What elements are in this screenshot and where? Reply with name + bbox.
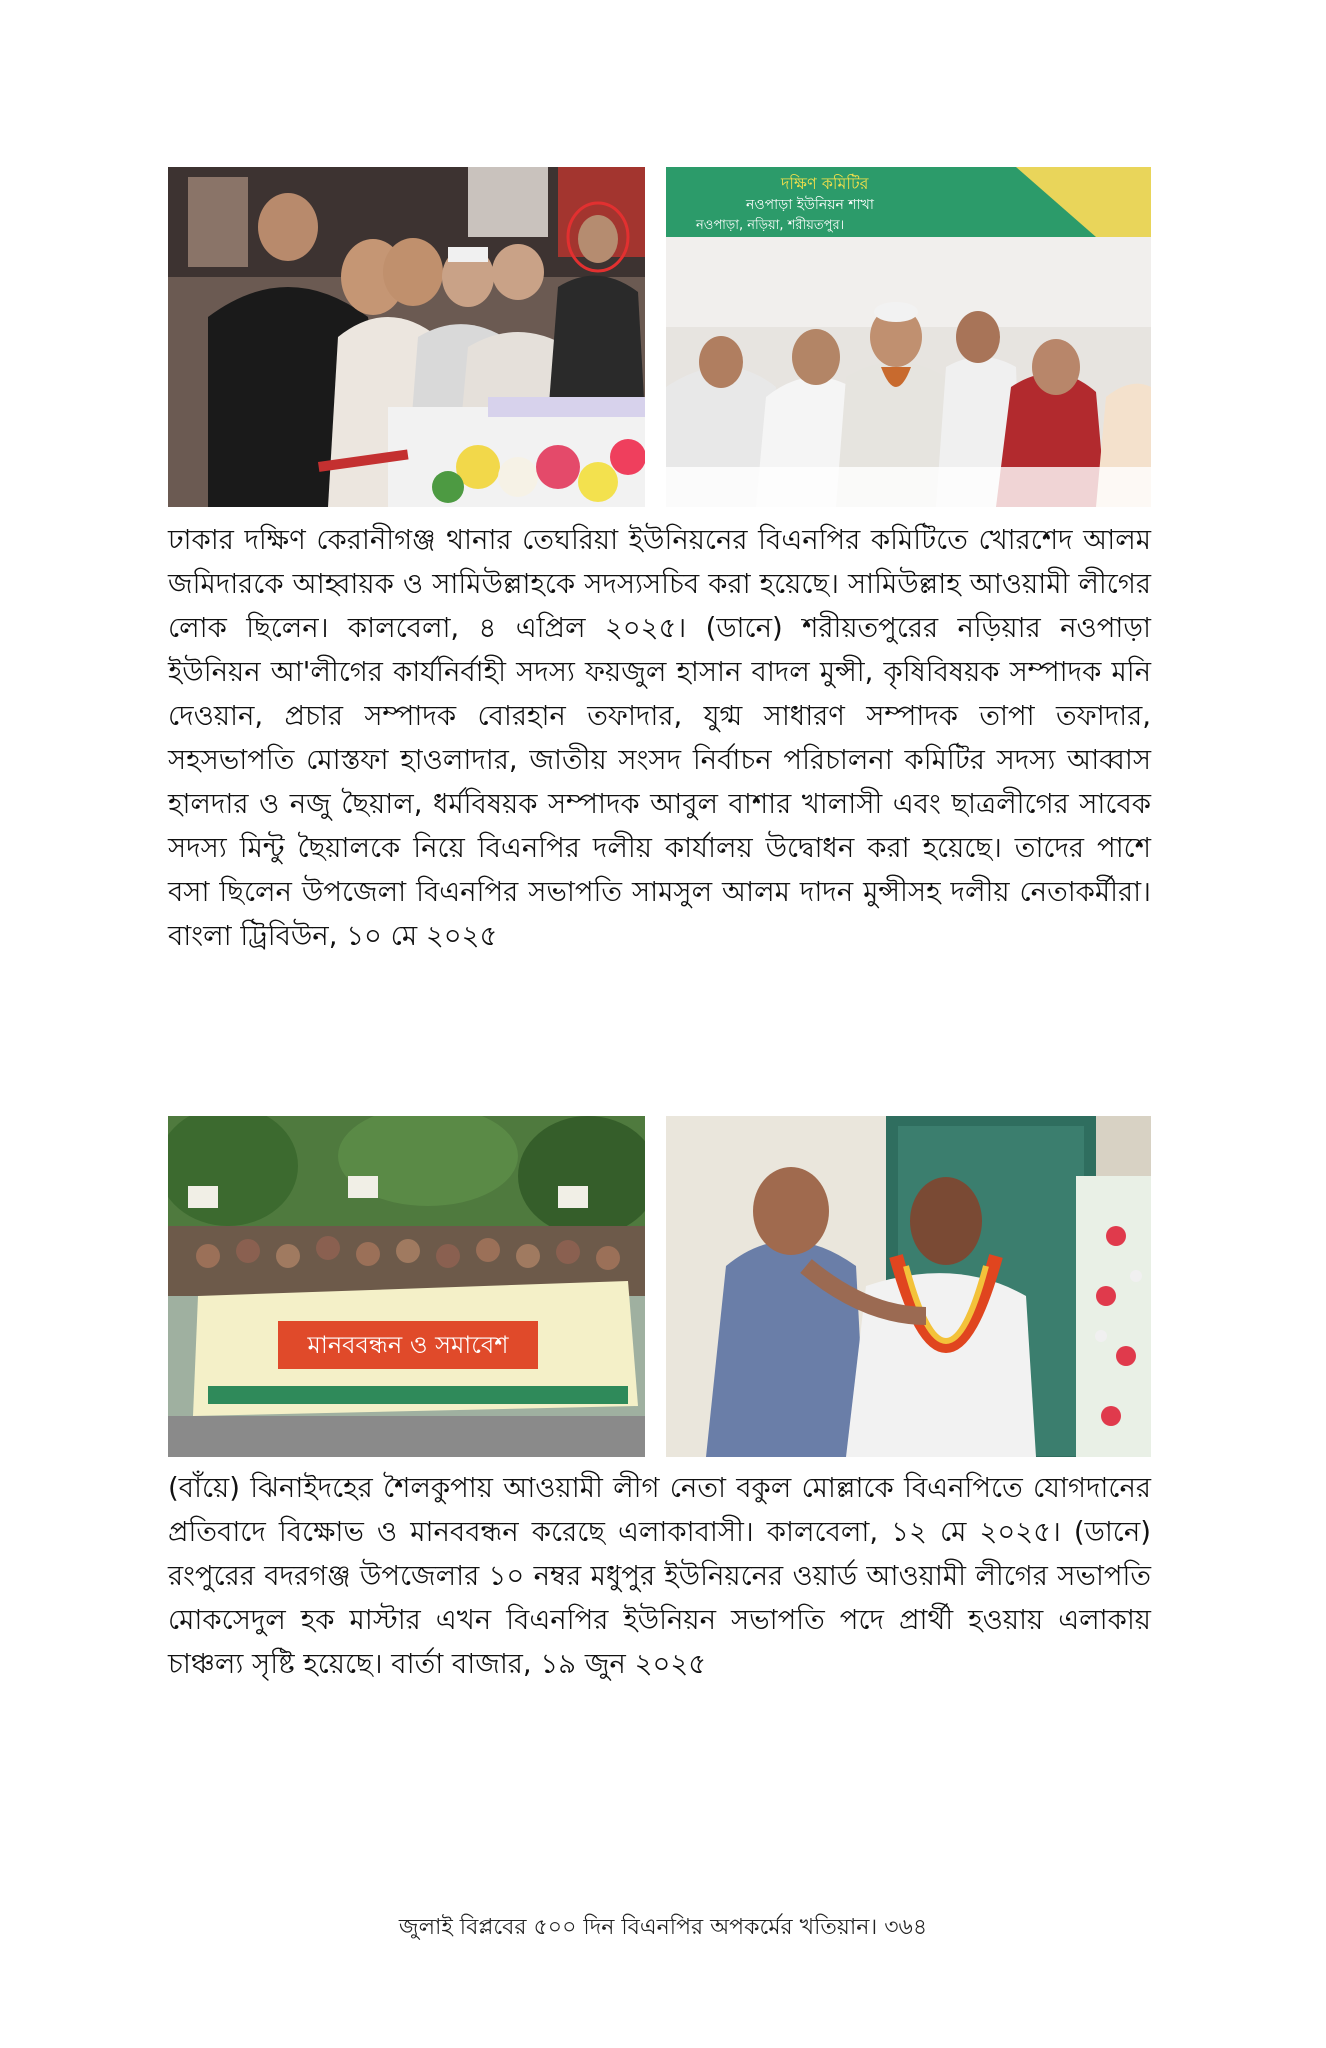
page-footer: জুলাই বিপ্লবের ৫০০ দিন বিএনপির অপকর্মের খতিয়ান। ৩৬৪ [398, 1915, 928, 1940]
photo-garland-welcome [666, 1116, 1151, 1457]
banner-line-1: দক্ষিণ কমিটির [781, 174, 869, 193]
banner-line-2: নওপাড়া ইউনিয়ন শাখা [746, 197, 874, 213]
photo-caption-top: ঢাকার দক্ষিণ কেরানীগঞ্জ থানার তেঘরিয়া ইউনিয়নের বিএনপির কমিটিতে খোরশেদ আলম জমিদারকে আহ্বায়ক ও সামিউল্লাহকে সদস্যসচিব করা হয়েছে। সামিউল্লাহ আওয়ামী লীগের লোক ছিলেন। কালবেলা, ৪ এপ্রিল ২০২৫। (ডানে) শরীয়তপুরের নড়িয়ার নওপাড়া ইউনিয়ন আ'লীগের কার্যনির্বাহী সদস্য ফয়জুল হাসান বাদল মুন্সী, কৃষিবিষয়ক সম্পাদক মনি দেওয়ান, প্রচার সম্পাদক বোরহান তফাদার, যুগ্ম সাধারণ সম্পাদক তাপা তফাদার, সহসভাপতি মোস্তফা হাওলাদার, জাতীয় সংসদ নির্বাচন পরিচালনা কমিটির সদস্য আব্বাস হালদার ও নজু ছৈয়াল, ধর্মবিষয়ক সম্পাদক আবুল বাশার খালাসী এবং ছাত্রলীগের সাবেক সদস্য মিন্টু ছৈয়ালকে নিয়ে বিএনপির দলীয় কার্যালয় উদ্বোধন করা হয়েছে। তাদের পাশে বসা ছিলেন উপজেলা বিএনপির সভাপতি সামসুল আলম দাদন মুন্সীসহ দলীয় নেতাকর্মীরা। বাংলা ট্রিবিউন, ১০ মে ২০২৫ [168, 524, 1151, 952]
protest-banner-text: মানববন্ধন ও সমাবেশ [307, 1331, 509, 1359]
banner-line-3: নওপাড়া, নড়িয়া, শরীয়তপুর। [696, 218, 845, 233]
photo-human-chain-protest [168, 1116, 645, 1457]
photo-office-inauguration [666, 167, 1151, 507]
photo-meeting-table [168, 167, 645, 507]
photo-caption-bottom: (বাঁয়ে) ঝিনাইদহের শৈলকুপায় আওয়ামী লীগ নেতা বকুল মোল্লাকে বিএনপিতে যোগদানের প্রতিবাদে বিক্ষোভ ও মানববন্ধন করেছে এলাকাবাসী। কালবেলা, ১২ মে ২০২৫। (ডানে) রংপুরের বদরগঞ্জ উপজেলার ১০ নম্বর মধুপুর ইউনিয়নের ওয়ার্ড আওয়ামী লীগের সভাপতি মোকসেদুল হক মাস্টার এখন বিএনপির ইউনিয়ন সভাপতি পদে প্রার্থী হওয়ায় এলাকায় চাঞ্চল্য সৃষ্টি হয়েছে। বার্তা বাজার, ১৯ জুন ২০২৫ [168, 1472, 1151, 1680]
